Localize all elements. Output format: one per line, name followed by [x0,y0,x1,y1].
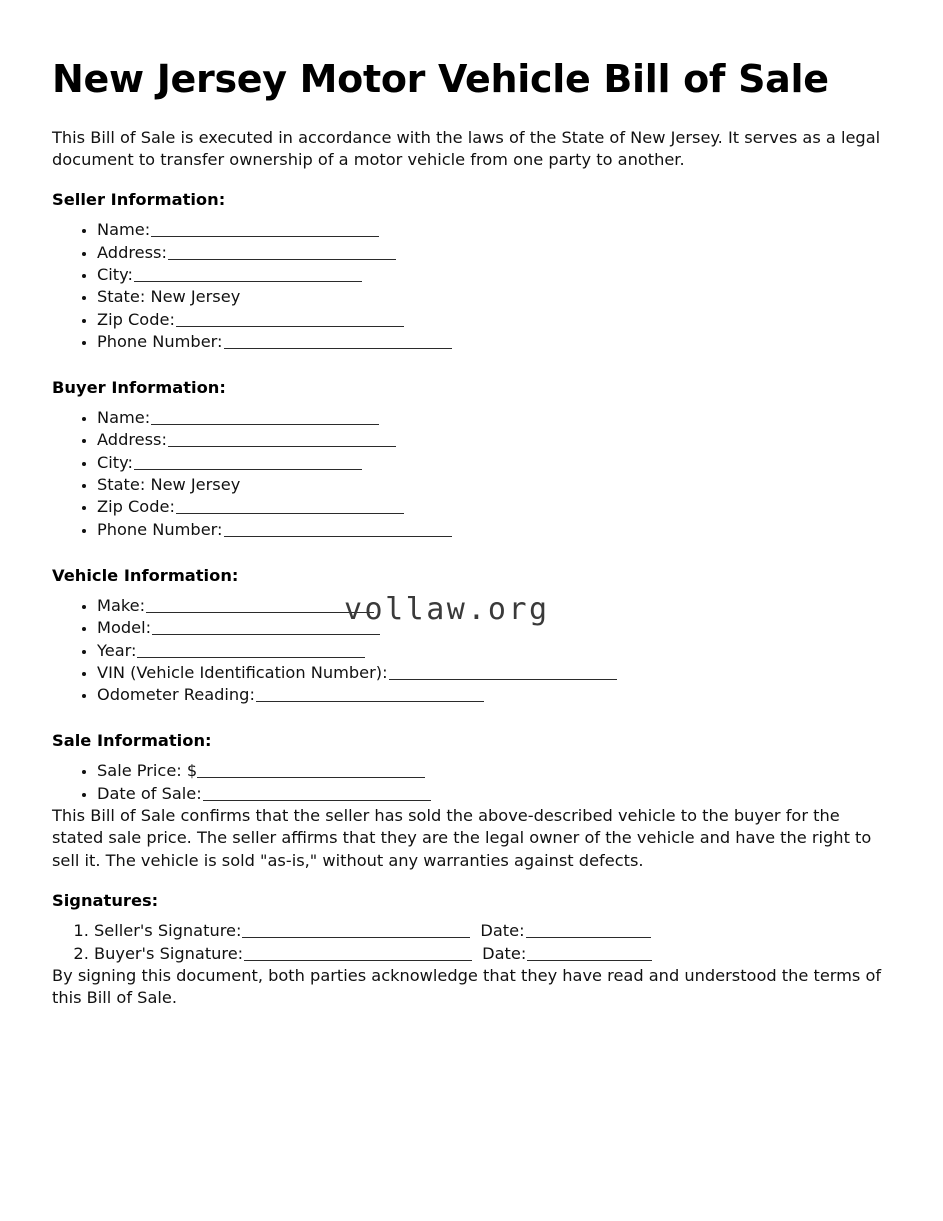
buyer-field-row [97,407,891,429]
buyer-field-row [97,452,891,474]
seller-field-label: Zip Code: [97,309,175,329]
seller-field-row [97,286,891,308]
sale-field-label: Date of Sale: [97,783,202,803]
signature-date-label: Date: [482,943,527,963]
buyer-field-label: Zip Code: [97,497,175,517]
sale-information-heading: Sale Information: [52,731,212,751]
seller-field-row [97,331,891,353]
vehicle-field-row [97,640,891,662]
sale-fields-list [52,760,891,805]
vehicle-field-row [97,595,891,617]
vehicle-field-input-blank[interactable] [146,599,374,613]
buyer-field-input-blank[interactable] [134,456,362,470]
seller-field-value: New Jersey [145,287,241,307]
vehicle-field-row [97,684,891,706]
watermark-vollaw: vollaw.org [344,592,550,627]
signature-rows-list [52,920,891,965]
vehicle-field-label: VIN (Vehicle Identification Number): [97,662,388,682]
intro-paragraph: This Bill of Sale is executed in accordance with the laws of the State of New Jersey. It serves as a legal document to transfer ownership of a motor vehicle from one party to another. [52,127,881,169]
vehicle-field-input-blank[interactable] [389,666,617,680]
vehicle-field-input-blank[interactable] [137,644,365,658]
buyer-field-label: State: [97,475,146,495]
seller-information-heading: Seller Information: [52,190,226,210]
seller-field-label: State: [97,287,146,307]
seller-field-row [97,309,891,331]
buyer-field-input-blank[interactable] [176,500,404,514]
buyer-field-value: New Jersey [145,475,241,495]
buyer-information-heading: Buyer Information: [52,378,226,398]
seller-field-label: Address: [97,242,167,262]
buyer-field-label: Phone Number: [97,519,223,539]
vehicle-field-label: Year: [97,640,137,660]
seller-field-input-blank[interactable] [176,313,404,327]
buyer-field-input-blank[interactable] [151,411,379,425]
seller-field-row [97,264,891,286]
buyer-field-row [97,474,891,496]
seller-field-input-blank[interactable] [134,268,362,282]
seller-field-row [97,242,891,264]
signature-label: Buyer's Signature: [94,943,244,963]
vehicle-field-row [97,617,891,639]
buyer-field-row [97,519,891,541]
sale-field-input-blank[interactable] [197,764,425,778]
sale-field-row [97,760,891,782]
buyer-field-label: Address: [97,430,167,450]
seller-field-input-blank[interactable] [168,246,396,260]
vehicle-fields-list [52,595,891,706]
signature-date-label: Date: [480,921,525,941]
vehicle-field-input-blank[interactable] [152,621,380,635]
signature-input-blank[interactable] [244,947,472,961]
vehicle-field-row [97,662,891,684]
final-paragraph: By signing this document, both parties acknowledge that they have read and understood the terms of this Bill of Sale. [52,965,882,1008]
seller-field-label: Name: [97,220,151,240]
signature-label: Seller's Signature: [94,921,242,941]
signature-row [94,920,891,942]
page-title: New Jersey Motor Vehicle Bill of Sale [52,57,829,101]
vehicle-field-label: Odometer Reading: [97,685,255,705]
signature-row [94,943,891,965]
seller-fields-list [52,219,891,353]
sale-field-label: Sale Price: $ [97,761,198,781]
signature-input-blank[interactable] [242,924,470,938]
signature-date-input-blank[interactable] [527,947,652,961]
seller-field-label: Phone Number: [97,331,223,351]
buyer-field-row [97,496,891,518]
signature-date-input-blank[interactable] [526,924,651,938]
seller-field-row [97,219,891,241]
buyer-fields-list [52,407,891,541]
buyer-field-row [97,429,891,451]
vehicle-information-heading: Vehicle Information: [52,565,239,585]
seller-field-label: City: [97,264,134,284]
buyer-field-label: City: [97,452,134,472]
sale-field-row [97,783,891,805]
sale-field-input-blank[interactable] [203,787,431,801]
closing-paragraph: This Bill of Sale confirms that the seller has sold the above-described vehicle to the buyer for the stated sale price. The seller affirms that they are the legal owner of the vehicle and have the right to sell it. The vehicle is sold "as-is," without any warranties against defects. [52,806,872,870]
vehicle-field-label: Model: [97,618,152,638]
buyer-field-input-blank[interactable] [224,523,452,537]
buyer-field-input-blank[interactable] [168,433,396,447]
buyer-field-label: Name: [97,408,151,428]
seller-field-input-blank[interactable] [224,335,452,349]
vehicle-field-input-blank[interactable] [256,688,484,702]
seller-field-input-blank[interactable] [151,223,379,237]
vehicle-field-label: Make: [97,595,146,615]
signatures-heading: Signatures: [52,891,159,911]
